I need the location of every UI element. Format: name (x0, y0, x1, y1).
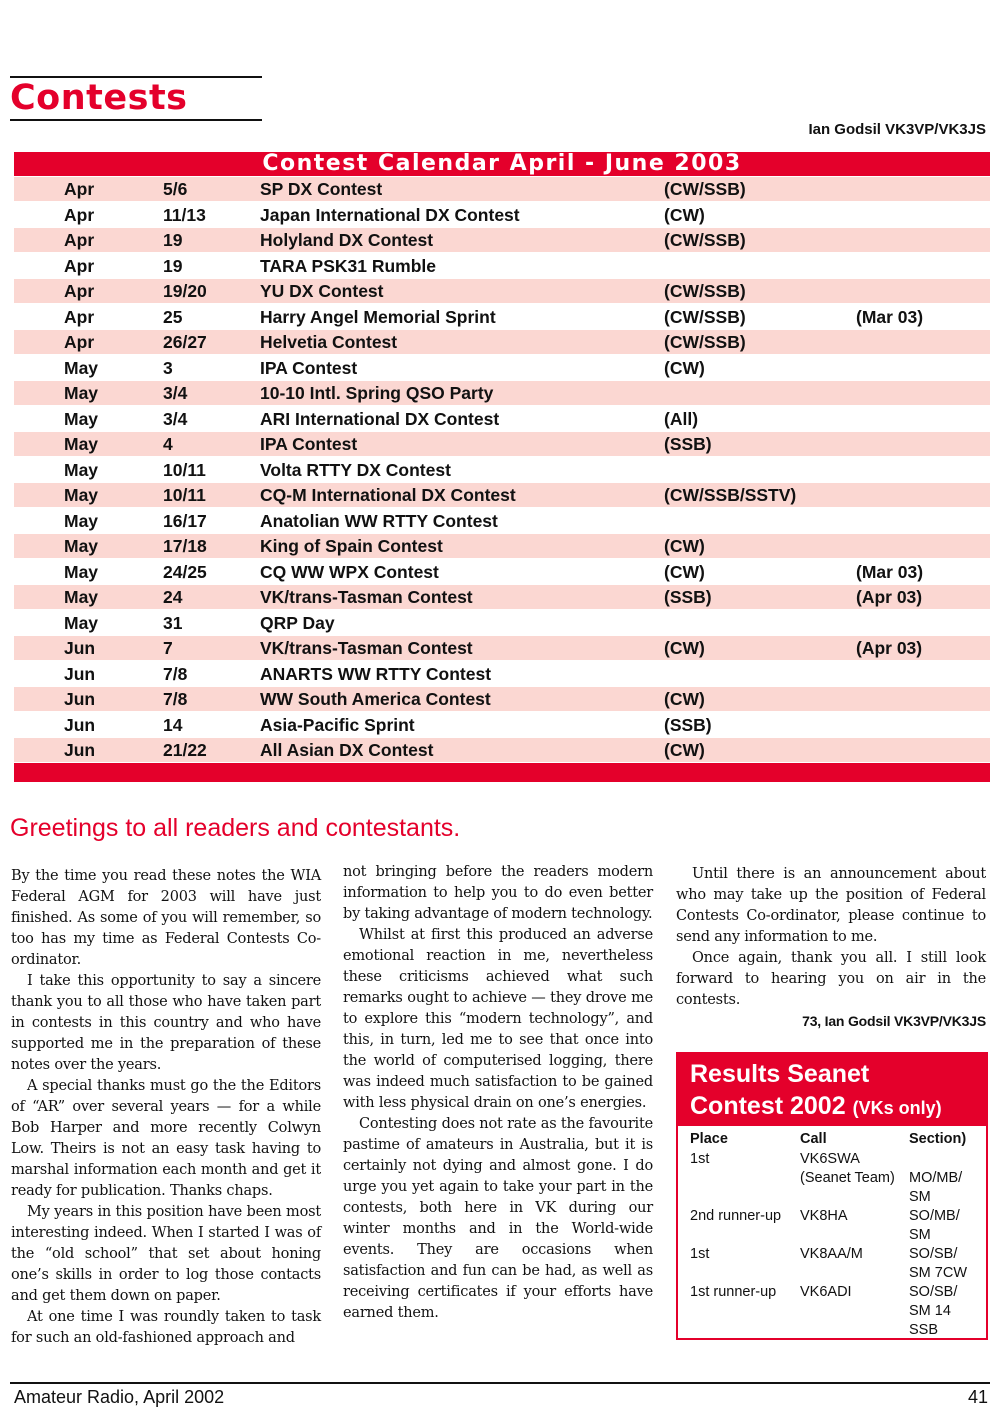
results-call-note: (Seanet Team) (800, 1170, 895, 1186)
calendar-mode: (CW/SSB) (664, 307, 746, 327)
calendar-mode: (CW/SSB) (664, 179, 746, 199)
results-section: SO/MB/ (909, 1208, 960, 1224)
article-column-2 (343, 862, 653, 1324)
calendar-contest-name: SP DX Contest (260, 179, 383, 199)
calendar-month: Apr (64, 179, 95, 199)
calendar-mode: (All) (664, 409, 699, 429)
calendar-month: Jun (64, 664, 96, 684)
calendar-date: 5/6 (163, 179, 188, 199)
calendar-row (14, 687, 990, 711)
paragraph: By the time you read these notes the WIA Federal AGM for 2003 will have just finished. As some of you will remember, so too has my time as Federal Contests Co-ordinator. (11, 868, 321, 968)
calendar-date: 17/18 (163, 536, 207, 556)
results-header (678, 1054, 986, 1126)
calendar-date: 24 (163, 587, 183, 607)
calendar-row (14, 585, 990, 609)
calendar-row (14, 356, 990, 380)
calendar-month: Apr (64, 281, 95, 301)
results-call: VK6ADI (800, 1284, 852, 1300)
footer-publication: Amateur Radio, April 2002 (14, 1387, 225, 1407)
calendar-row (14, 254, 990, 278)
calendar-row (14, 483, 990, 507)
calendar-contest-name: Holyland DX Contest (260, 230, 434, 250)
calendar-row (14, 407, 990, 431)
results-title: Results Seanet (690, 1060, 870, 1088)
calendar-note: (Apr 03) (856, 638, 923, 658)
calendar-contest-name: ARI International DX Contest (260, 409, 500, 429)
title-rule-bottom (10, 119, 262, 121)
calendar-row (14, 662, 990, 686)
calendar-mode: (CW) (664, 562, 705, 582)
calendar-contest-name: 10-10 Intl. Spring QSO Party (260, 383, 494, 403)
calendar-contest-name: Harry Angel Memorial Sprint (260, 307, 496, 327)
calendar-contest-name: Japan International DX Contest (260, 205, 520, 225)
calendar-month: Jun (64, 715, 96, 735)
results-section: MO/MB/ (909, 1170, 963, 1186)
paragraph: Contesting does not rate as the favourite pastime of amateurs in Australia, but it is certainly not dying and almost gone. I do urge you yet again to take your part in the contests, both here in VK during our winter months and in the World-wide events. They are occasions when satisfaction and fun can be had, as well as receiving certificates if your efforts have earned them. (343, 1116, 653, 1321)
calendar-mode: (CW) (664, 689, 705, 709)
calendar-month: Apr (64, 230, 95, 250)
article-heading: Greetings to all readers and contestants. (10, 814, 461, 842)
results-section: SM 14 (909, 1303, 951, 1319)
calendar-date: 4 (163, 434, 173, 454)
calendar-row (14, 381, 990, 405)
calendar-month: Jun (64, 638, 96, 658)
results-box (676, 1052, 988, 1340)
calendar-mode: (SSB) (664, 587, 712, 607)
calendar-date: 3/4 (163, 383, 188, 403)
calendar-row (14, 305, 990, 329)
results-header-call: Call (800, 1131, 827, 1147)
results-place: 1st (690, 1246, 710, 1262)
calendar-row (14, 636, 990, 660)
article-column-3 (676, 864, 986, 1032)
calendar-row (14, 713, 990, 737)
calendar-date: 7/8 (163, 689, 188, 709)
paragraph: My years in this position have been most interesting indeed. When I started I was of the “old school” that set about honing one’s skills in order to log those contacts and get them down on paper. (11, 1204, 321, 1304)
calendar-row (14, 534, 990, 558)
calendar-month: Apr (64, 332, 95, 352)
calendar-contest-name: IPA Contest (260, 358, 358, 378)
results-call: VK8AA/M (800, 1246, 863, 1262)
results-subtitle-suffix: (VKs only) (852, 1098, 942, 1118)
calendar-row (14, 330, 990, 354)
paragraph: Whilst at first this produced an adverse emotional reaction in me, nevertheless these criticisms achieved what such remarks ought to achieve — they drove me to explore this “modern technology”, and this, in turn, led me to see that once into the world of computerised logging, there was indeed much satisfaction to be gained with less physical drain on one’s energies. (343, 927, 653, 1111)
calendar-mode: (SSB) (664, 715, 712, 735)
results-section: SSB (909, 1322, 939, 1338)
paragraph: not bringing before the readers modern information to help you to do even better by taking advantage of modern technology. (343, 864, 653, 922)
calendar-month: May (64, 511, 99, 531)
calendar-mode: (CW) (664, 740, 705, 760)
calendar-date: 10/11 (163, 485, 206, 505)
calendar-row (14, 509, 990, 533)
calendar-mode: (CW/SSB/SSTV) (664, 485, 797, 505)
calendar-contest-name: VK/trans-Tasman Contest (260, 587, 473, 607)
paragraph: Once again, thank you all. I still look forward to hearing you on air in the contests. (676, 950, 986, 1008)
signoff: 73, Ian Godsil VK3VP/VK3JS (802, 1013, 986, 1029)
calendar-contest-name: All Asian DX Contest (260, 740, 434, 760)
calendar-date: 25 (163, 307, 183, 327)
calendar-row (14, 203, 990, 227)
calendar-row (14, 611, 990, 635)
calendar-contest-name: IPA Contest (260, 434, 358, 454)
footer-rule (10, 1382, 990, 1384)
calendar-month: Apr (64, 307, 95, 327)
calendar-month: May (64, 587, 99, 607)
calendar-month: May (64, 613, 99, 633)
calendar-contest-name: Asia-Pacific Sprint (260, 715, 415, 735)
calendar-date: 3 (163, 358, 173, 378)
results-section: SM (909, 1189, 931, 1205)
calendar-date: 21/22 (163, 740, 207, 760)
section-title: Contests (10, 78, 188, 118)
calendar-row (14, 560, 990, 584)
calendar-contest-name: VK/trans-Tasman Contest (260, 638, 473, 658)
results-subtitle-main: Contest 2002 (690, 1092, 846, 1120)
calendar-contest-name: YU DX Contest (260, 281, 384, 301)
calendar-date: 14 (163, 715, 183, 735)
calendar-month: Apr (64, 256, 95, 276)
calendar-note: (Mar 03) (856, 307, 924, 327)
results-section: SO/SB/ (909, 1284, 958, 1300)
calendar-mode: (CW) (664, 536, 705, 556)
calendar-date: 3/4 (163, 409, 188, 429)
calendar-month: Jun (64, 740, 96, 760)
calendar-contest-name: King of Spain Contest (260, 536, 443, 556)
calendar-note: (Mar 03) (856, 562, 924, 582)
results-section: SM (909, 1227, 931, 1243)
calendar-month: May (64, 358, 99, 378)
calendar-row (14, 432, 990, 456)
calendar-date: 16/17 (163, 511, 207, 531)
calendar-contest-name: WW South America Contest (260, 689, 491, 709)
calendar-date: 11/13 (163, 205, 206, 225)
byline: Ian Godsil VK3VP/VK3JS (808, 121, 986, 138)
calendar-month: May (64, 536, 99, 556)
calendar-date: 31 (163, 613, 183, 633)
results-place: 1st (690, 1151, 710, 1167)
results-section: SO/SB/ (909, 1246, 958, 1262)
calendar-date: 7 (163, 638, 173, 658)
calendar-date: 19 (163, 230, 183, 250)
results-header-section: Section) (909, 1131, 967, 1147)
results-header-place: Place (690, 1131, 728, 1147)
calendar-month: May (64, 383, 99, 403)
calendar-contest-name: CQ-M International DX Contest (260, 485, 516, 505)
calendar-mode: (CW/SSB) (664, 230, 746, 250)
calendar-contest-name: CQ WW WPX Contest (260, 562, 439, 582)
paragraph: Until there is an announcement about who may take up the position of Federal Contests Co-ordinator, please continue to send any information to me. (676, 866, 986, 945)
results-place: 2nd runner-up (690, 1208, 782, 1224)
calendar-date: 19/20 (163, 281, 207, 301)
calendar-mode: (CW/SSB) (664, 332, 746, 352)
calendar-contest-name: ANARTS WW RTTY Contest (260, 664, 492, 684)
calendar-date: 7/8 (163, 664, 188, 684)
calendar-month: Jun (64, 689, 96, 709)
results-call: VK6SWA (800, 1151, 860, 1167)
results-call: VK8HA (800, 1208, 848, 1224)
page-number: 41 (967, 1387, 988, 1407)
calendar-contest-name: TARA PSK31 Rumble (260, 256, 436, 276)
article-column-1 (11, 866, 321, 1349)
calendar-contest-name: Anatolian WW RTTY Contest (260, 511, 498, 531)
calendar-row (14, 738, 990, 762)
calendar-bottom-bar (14, 763, 990, 782)
calendar-mode: (SSB) (664, 434, 712, 454)
results-section: SM 7CW (909, 1265, 967, 1281)
calendar-month: May (64, 460, 99, 480)
results-place: 1st runner-up (690, 1284, 777, 1300)
calendar-month: May (64, 562, 99, 582)
calendar-title: Contest Calendar April - June 2003 (14, 152, 990, 176)
calendar-date: 26/27 (163, 332, 207, 352)
calendar-contest-name: QRP Day (260, 613, 335, 633)
calendar-month: May (64, 409, 99, 429)
calendar-mode: (CW) (664, 638, 705, 658)
calendar-date: 10/11 (163, 460, 206, 480)
results-subtitle (690, 1090, 986, 1124)
calendar-date: 19 (163, 256, 183, 276)
paragraph: At one time I was roundly taken to task for such an old-fashioned approach and (11, 1309, 321, 1346)
calendar-contest-name: Volta RTTY DX Contest (260, 460, 451, 480)
calendar-note: (Apr 03) (856, 587, 923, 607)
calendar-date: 24/25 (163, 562, 207, 582)
calendar-mode: (CW) (664, 358, 705, 378)
calendar-row (14, 228, 990, 252)
calendar-mode: (CW) (664, 205, 705, 225)
calendar-contest-name: Helvetia Contest (260, 332, 398, 352)
calendar-month: May (64, 485, 99, 505)
calendar-row (14, 458, 990, 482)
calendar-row (14, 279, 990, 303)
paragraph: A special thanks must go the the Editors of “AR” over several years — for a while Bob Harper and more recently Colwyn Low. Theirs is not an easy task having to marshal information each month and get it ready for publication. Thanks chaps. (11, 1078, 321, 1199)
paragraph: I take this opportunity to say a sincere thank you to all those who have taken part in contests in this country and who have supported me in the preparation of these notes over the years. (11, 973, 321, 1073)
calendar-month: Apr (64, 205, 95, 225)
calendar-mode: (CW/SSB) (664, 281, 746, 301)
calendar-month: May (64, 434, 99, 454)
calendar-row (14, 177, 990, 201)
